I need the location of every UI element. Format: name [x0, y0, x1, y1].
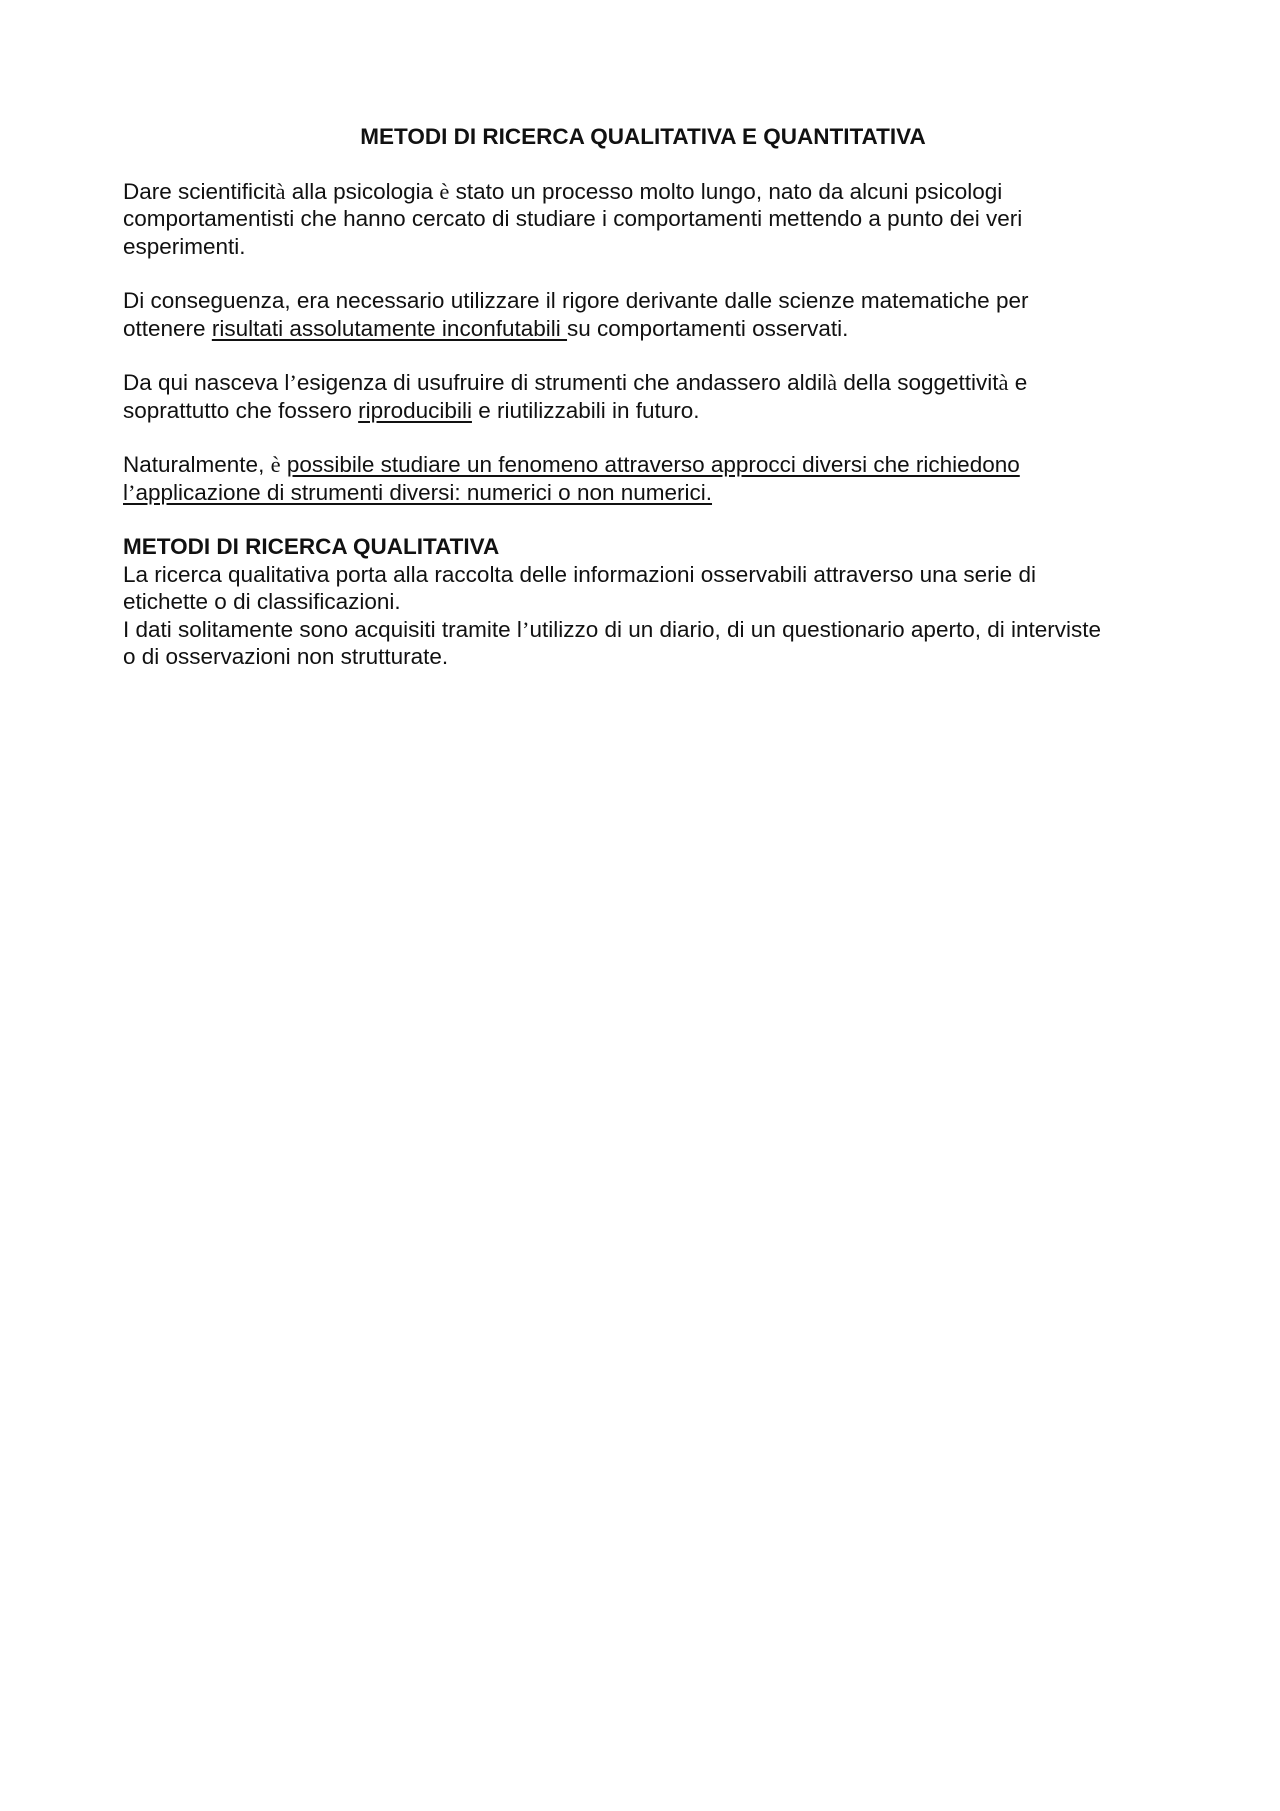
text-run: o di osservazioni non strutturate. [123, 644, 449, 669]
paragraph [123, 178, 1163, 261]
text-run: à [275, 178, 286, 204]
text-line [123, 561, 1163, 589]
section-body [123, 561, 1163, 671]
text-line [123, 369, 1163, 397]
paragraph-list [123, 178, 1163, 507]
underlined-text: risultati assolutamente inconfutabili [211, 315, 568, 341]
text-run: etichette o di classificazioni. [123, 589, 401, 614]
text-line [123, 205, 1163, 233]
text-line [123, 397, 1163, 425]
text-run: Di conseguenza, era necessario utilizzare il rigore derivante dalle scienze matematiche per [123, 288, 1029, 313]
underlined-text: applicazione di strumenti diversi: numerici o non numerici. [135, 479, 713, 505]
text-run: esigenza di usufruire di strumenti che andassero aldil [296, 370, 828, 395]
text-run: stato un processo molto lungo, nato da alcuni psicologi [449, 178, 1003, 204]
underlined-text: ’ [128, 479, 136, 505]
text-run: esperimenti. [123, 233, 246, 259]
text-line [123, 315, 1163, 343]
section-qualitativa [123, 533, 1163, 671]
text-run: e [1008, 370, 1028, 395]
paragraph [123, 451, 1163, 506]
text-run: utilizzo di un diario, di un questionario aperto, di interviste [529, 616, 1102, 642]
document-title: METODI DI RICERCA QUALITATIVA E QUANTITATIVA [360, 124, 926, 149]
text-line [123, 616, 1163, 644]
text-run: e riutilizzabili in futuro. [471, 397, 700, 423]
text-run: Naturalmente, [123, 452, 271, 477]
text-run: Da qui nasceva l [123, 370, 290, 395]
text-line [123, 178, 1163, 206]
document-body [123, 123, 1163, 671]
text-run: à [998, 370, 1009, 395]
text-line [123, 451, 1163, 479]
text-line [123, 233, 1163, 261]
text-run: è [439, 178, 450, 204]
text-line [123, 643, 1163, 671]
text-line [123, 287, 1163, 315]
text-run: I dati solitamente sono acquisiti tramite l [123, 616, 522, 642]
text-run: comportamentisti che hanno cercato di studiare i comportamenti mettendo a punto dei veri [123, 206, 1023, 231]
section-heading: METODI DI RICERCA QUALITATIVA [123, 534, 500, 559]
underlined-text: possibile studiare un fenomeno attraverso approcci diversi che richiedono [286, 452, 1020, 477]
paragraph [123, 287, 1163, 342]
text-run: su comportamenti osservati. [567, 315, 849, 341]
text-run: ’ [521, 616, 530, 642]
text-line [123, 588, 1163, 616]
text-run: alla psicologia [285, 178, 440, 204]
text-run: ottenere [123, 315, 212, 341]
text-run: soprattutto che fossero [123, 397, 359, 423]
text-run: della soggettivit [837, 370, 999, 395]
underlined-text: riproducibili [358, 397, 472, 423]
paragraph [123, 369, 1163, 424]
text-run: à [827, 370, 838, 395]
text-run: La ricerca qualitativa porta alla raccolta delle informazioni osservabili attraverso una serie di [123, 561, 1036, 587]
text-run: è [270, 452, 281, 477]
text-run: Dare scientificit [123, 178, 276, 204]
text-line [123, 479, 1163, 507]
underlined-text: l [123, 479, 128, 505]
text-run: ’ [289, 370, 297, 395]
